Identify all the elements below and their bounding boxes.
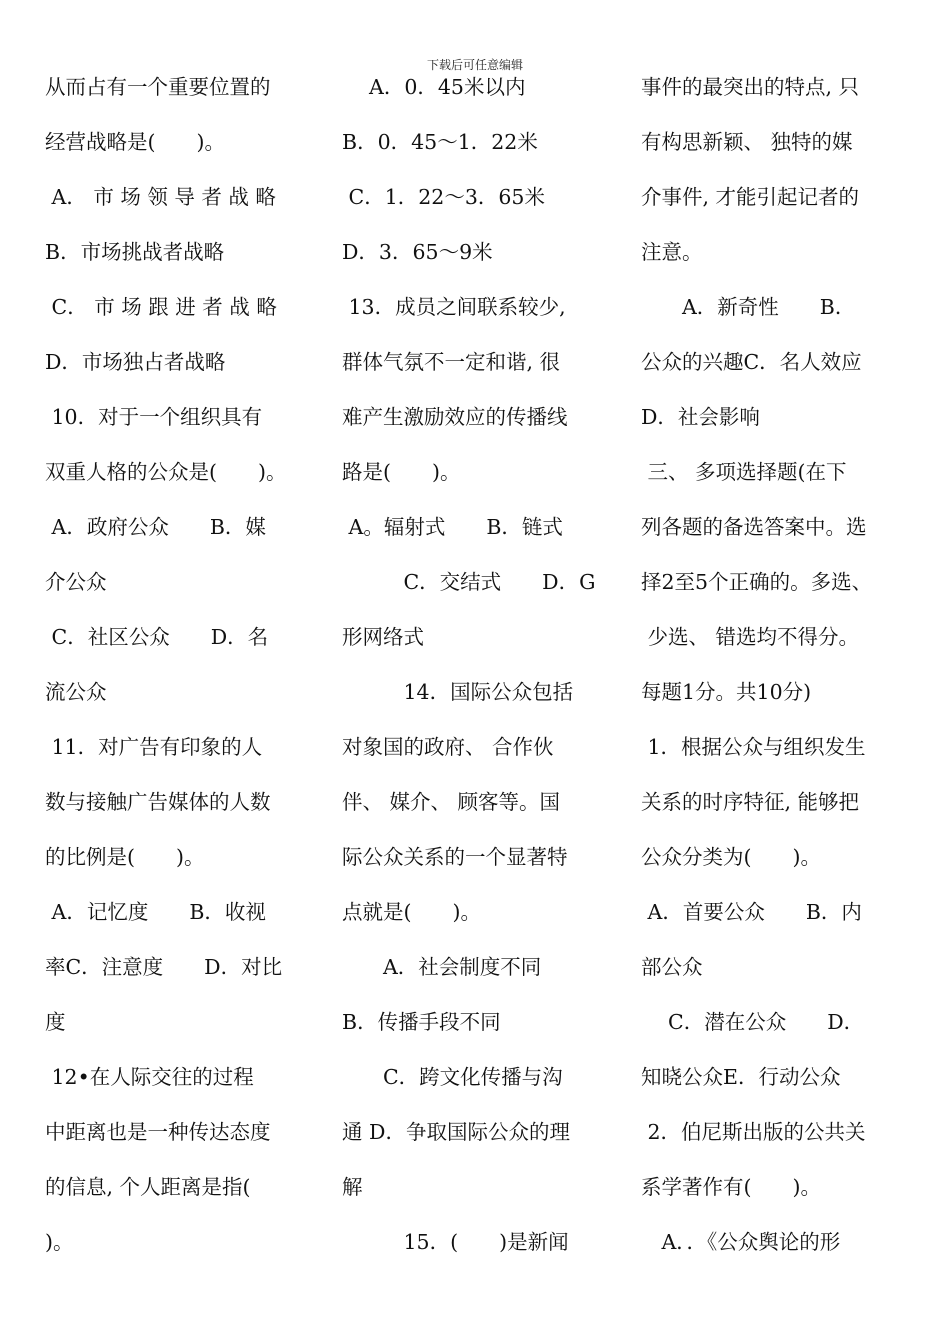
text-line: A．首要公众 B．内	[641, 900, 862, 924]
text-line: 系学著作有( )。	[641, 1175, 821, 1199]
text-column-1	[45, 60, 320, 1270]
text-line: 择2至5个正确的。多选、	[641, 570, 873, 594]
text-line: 的比例是( )。	[45, 845, 205, 869]
text-line: 难产生激励效应的传播线	[342, 405, 568, 429]
text-line: 群体气氛不一定和谐, 很	[342, 350, 561, 374]
text-line: D．3．65～9米	[342, 240, 493, 264]
text-line: 点就是( )。	[342, 900, 481, 924]
text-line: 列各题的备选答案中。选	[641, 515, 867, 539]
text-line: 路是( )。	[342, 460, 461, 484]
text-line: 1．根据公众与组织发生	[641, 735, 866, 759]
text-line: 13．成员之间联系较少,	[342, 295, 566, 319]
text-line: C．社区公众 D．名	[45, 625, 269, 649]
text-line: 知晓公众E．行动公众	[641, 1065, 841, 1089]
text-line: B．传播手段不同	[342, 1010, 501, 1034]
text-line: A．记忆度 B．收视	[45, 900, 266, 924]
text-line: 部公众	[641, 955, 703, 979]
text-line: 对象国的政府、 合作伙	[342, 735, 554, 759]
text-line: 12•在人际交往的过程	[45, 1065, 254, 1089]
text-line: 解	[342, 1175, 363, 1199]
text-line: 有构思新颖、 独特的媒	[641, 130, 853, 154]
text-line: D．市场独占者战略	[45, 350, 226, 374]
text-line: A．政府公众 B．媒	[45, 515, 266, 539]
text-line: 每题1分。共10分)	[641, 680, 812, 704]
text-line: 的信息, 个人距离是指(	[45, 1175, 251, 1199]
text-line: D．社会影响	[641, 405, 760, 429]
text-line: A． 市 场 领 导 者 战 略	[45, 185, 276, 209]
text-line: 从而占有一个重要位置的	[45, 75, 271, 99]
text-line: B．市场挑战者战略	[45, 240, 225, 264]
watermark: 下载后可任意编辑	[426, 58, 523, 72]
text-line: A．新奇性 B．	[641, 295, 856, 319]
text-line: A．0．45米以内	[342, 75, 526, 99]
text-line: 通 D．争取国际公众的理	[342, 1120, 570, 1144]
text-line: A。辐射式 B．链式	[342, 515, 563, 539]
text-line: 流公众	[45, 680, 107, 704]
text-line: A．社会制度不同	[342, 955, 542, 979]
text-line: C．跨文化传播与沟	[342, 1065, 563, 1089]
text-line: 公众的兴趣C．名人效应	[641, 350, 862, 374]
text-line: C． 市 场 跟 进 者 战 略	[45, 295, 277, 319]
text-line: 关系的时序特征, 能够把	[641, 790, 860, 814]
text-column-3	[641, 60, 931, 1270]
text-line: 形网络式	[342, 625, 424, 649]
text-line: 双重人格的公众是( )。	[45, 460, 287, 484]
text-line: A．．《公众舆论的形	[641, 1230, 841, 1254]
text-line: 介事件, 才能引起记者的	[641, 185, 860, 209]
text-line: C．潜在公众 D．	[641, 1010, 865, 1034]
text-line: B．0．45～1．22米	[342, 130, 538, 154]
text-line: C．交结式 D．G	[342, 570, 596, 594]
text-line: 三、 多项选择题(在下	[641, 460, 847, 484]
text-line: 事件的最突出的特点, 只	[641, 75, 860, 99]
text-line: 2．伯尼斯出版的公共关	[641, 1120, 866, 1144]
text-column-2	[342, 60, 617, 1270]
text-line: 11．对广告有印象的人	[45, 735, 263, 759]
text-line: C．1．22～3．65米	[342, 185, 545, 209]
text-line: 15．( )是新闻	[342, 1230, 569, 1254]
text-line: 数与接触广告媒体的人数	[45, 790, 271, 814]
text-line: 伴、 媒介、 顾客等。国	[342, 790, 561, 814]
text-line: 中距离也是一种传达态度	[45, 1120, 271, 1144]
text-line: 度	[45, 1010, 66, 1034]
text-line: 公众分类为( )。	[641, 845, 821, 869]
text-line: 经营战略是( )。	[45, 130, 225, 154]
text-line: 14．国际公众包括	[342, 680, 574, 704]
text-line: 率C．注意度 D．对比	[45, 955, 283, 979]
text-line: 际公众关系的一个显著特	[342, 845, 568, 869]
text-line: 10．对于一个组织具有	[45, 405, 263, 429]
text-line: 介公众	[45, 570, 107, 594]
text-line: 注意。	[641, 240, 703, 264]
text-line: )。	[45, 1230, 74, 1254]
text-line: 少选、 错选均不得分。	[641, 625, 860, 649]
